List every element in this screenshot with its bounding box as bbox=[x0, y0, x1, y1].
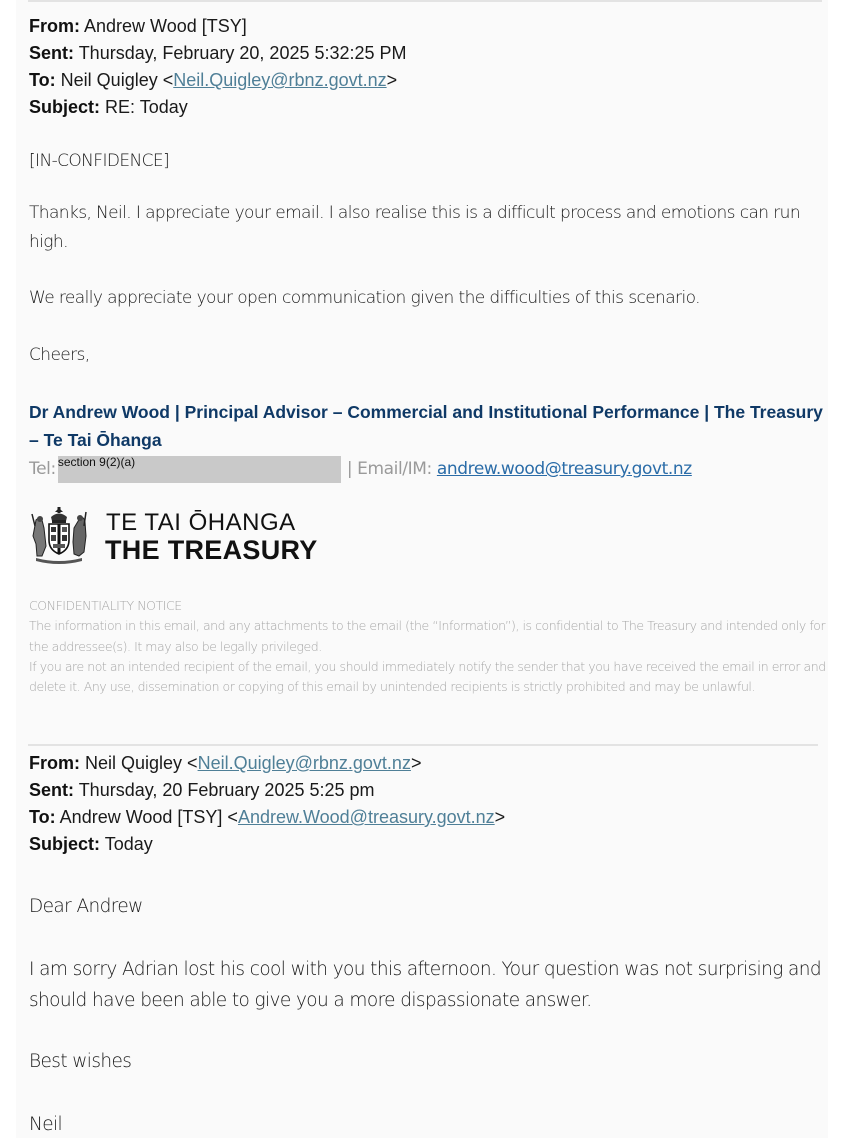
sent-value: Thursday, February 20, 2025 5:32:25 PM bbox=[78, 43, 407, 63]
notice-paragraph-1: The information in this email, and any attachments to the email (the “Information”), is confidential to The Treasury and intended only for the addressee(s). It may also be legally privileged. bbox=[29, 618, 826, 654]
message-divider bbox=[28, 744, 818, 746]
reply-paragraph-2: We really appreciate your open communication given the difficulties of this scenario. bbox=[29, 288, 700, 308]
orig-to-name: Andrew Wood [TSY] < bbox=[59, 807, 238, 827]
reply-from-line bbox=[29, 13, 247, 40]
orig-to-label: To: bbox=[29, 807, 56, 827]
subject-label: Subject: bbox=[29, 97, 101, 117]
to-email-link[interactable]: Neil.Quigley@rbnz.govt.nz bbox=[173, 70, 387, 90]
coat-of-arms-icon bbox=[28, 506, 90, 566]
to-label: To: bbox=[29, 70, 56, 90]
from-label: From: bbox=[29, 16, 80, 36]
orig-from-email-link[interactable]: Neil.Quigley@rbnz.govt.nz bbox=[197, 753, 411, 773]
reply-to-line bbox=[29, 67, 397, 94]
reply-subject-line bbox=[29, 94, 188, 121]
treasury-logo bbox=[28, 506, 338, 568]
email-label: | Email/IM: bbox=[346, 459, 432, 479]
orig-from-label: From: bbox=[29, 753, 80, 773]
logo-text-english: THE TREASURY bbox=[105, 535, 318, 565]
signature-contact-line bbox=[29, 455, 692, 483]
to-close: > bbox=[386, 70, 398, 90]
sent-label: Sent: bbox=[29, 43, 74, 63]
original-paragraph: I am sorry Adrian lost his cool with you this afternoon. Your question was not surprising and should have been able to give you a more dispassionate answer. bbox=[29, 959, 822, 1011]
confidentiality-notice bbox=[29, 596, 829, 697]
original-to-line bbox=[29, 804, 505, 831]
classification-label: [IN-CONFIDENCE] bbox=[29, 151, 170, 171]
original-sent-line bbox=[29, 777, 375, 804]
redaction-label: section 9(2)(a) bbox=[57, 455, 136, 469]
signature-name-line: Dr Andrew Wood | Principal Advisor – Commercial and Institutional Performance | The Treasury – Te Tai Ōhanga bbox=[29, 402, 823, 450]
orig-from-close: > bbox=[410, 753, 422, 773]
notice-title: CONFIDENTIALITY NOTICE bbox=[29, 598, 182, 613]
redaction-box bbox=[58, 456, 341, 483]
signature-email-link[interactable]: andrew.wood@treasury.govt.nz bbox=[436, 459, 692, 479]
orig-subject-value: Today bbox=[104, 834, 153, 854]
orig-sent-label: Sent: bbox=[29, 780, 74, 800]
orig-to-email-link[interactable]: Andrew.Wood@treasury.govt.nz bbox=[237, 807, 495, 827]
original-subject-line bbox=[29, 831, 153, 858]
notice-paragraph-2: If you are not an intended recipient of the email, you should immediately notify the sender that you have received the email in error and delete it. Any use, dissemination or copying of this email by unintended recipients is strictly prohibited and may be unlawful. bbox=[29, 658, 826, 695]
reply-closing: Cheers, bbox=[29, 345, 90, 365]
orig-from-name: Neil Quigley < bbox=[85, 753, 198, 773]
original-greeting: Dear Andrew bbox=[29, 896, 143, 917]
subject-value: RE: Today bbox=[105, 97, 188, 117]
original-from-line bbox=[29, 750, 421, 777]
orig-to-close: > bbox=[494, 807, 506, 827]
reply-paragraph-1: Thanks, Neil. I appreciate your email. I also realise this is a difficult process and emotions can run high. bbox=[29, 203, 800, 252]
from-value: Andrew Wood [TSY] bbox=[84, 16, 247, 36]
tel-label: Tel: bbox=[29, 459, 56, 479]
orig-sent-value: Thursday, 20 February 2025 5:25 pm bbox=[78, 780, 375, 800]
logo-text-maori: TE TAI ŌHANGA bbox=[106, 509, 296, 536]
original-closing: Best wishes bbox=[29, 1051, 132, 1072]
reply-sent-line bbox=[29, 40, 407, 67]
to-name: Neil Quigley < bbox=[60, 70, 174, 90]
original-signoff: Neil bbox=[29, 1114, 63, 1135]
top-divider bbox=[28, 0, 822, 2]
orig-subject-label: Subject: bbox=[29, 834, 101, 854]
